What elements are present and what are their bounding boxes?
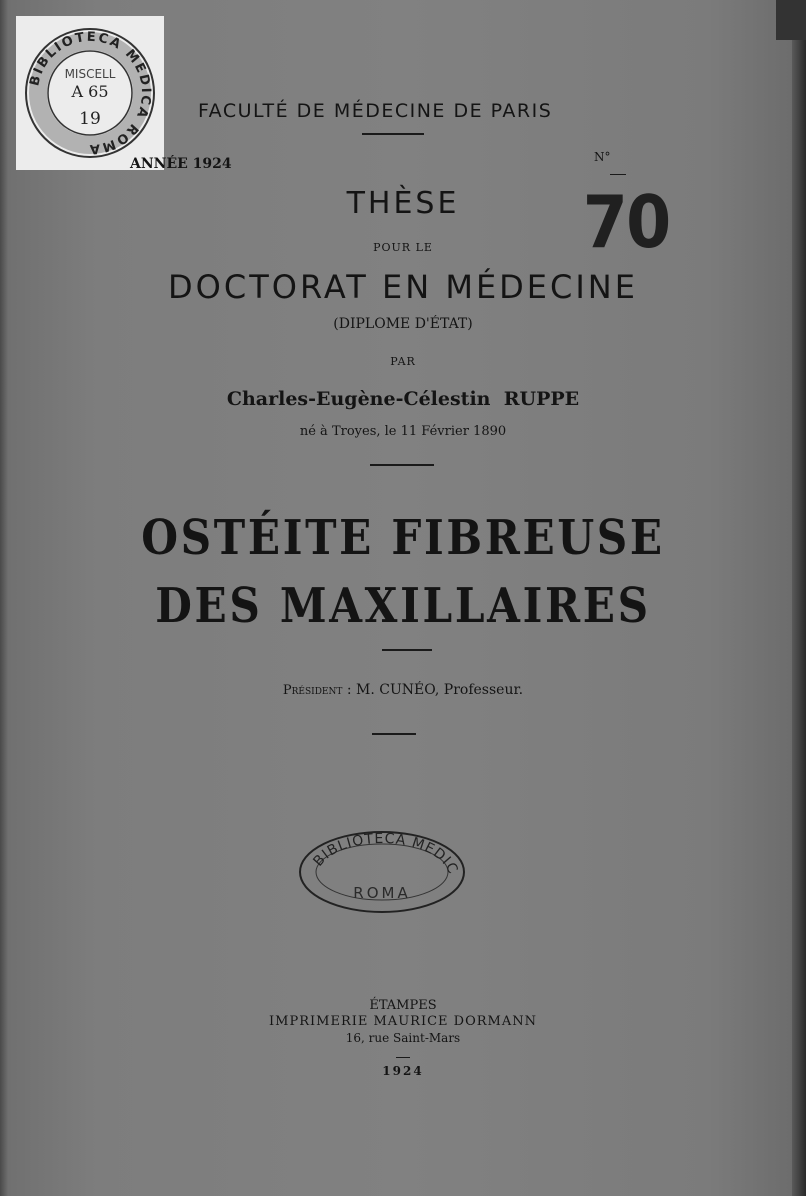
president-name: M. CUNÉO, Professeur. — [356, 682, 524, 698]
imprint-year: 1924 — [382, 1064, 424, 1078]
president-separator: : — [346, 682, 352, 698]
par-label: PAR — [390, 355, 416, 368]
president-line — [0, 682, 806, 698]
number-underline — [610, 174, 626, 175]
imprint-printer: IMPRIMERIE MAURICE DORMANN — [269, 1014, 537, 1029]
pour-le: POUR LE — [373, 241, 433, 254]
imprint-address: 16, rue Saint-Mars — [345, 1031, 461, 1045]
page-corner-shadow — [776, 0, 806, 40]
doctorat-heading: DOCTORAT EN MÉDECINE — [168, 268, 638, 306]
birth-info: né à Troyes, le 11 Février 1890 — [299, 424, 507, 439]
author-surname: RUPPE — [503, 388, 580, 410]
oval-stamp-city: ROMA — [353, 884, 411, 902]
stamp-line-3: 19 — [79, 109, 101, 129]
rule-3 — [382, 649, 432, 651]
number-label: N° — [594, 150, 611, 164]
oval-stamp-ring-text: BIBLIOTECA MEDIC — [310, 830, 461, 878]
rule-1 — [362, 133, 424, 135]
thesis-title-line-2: DES MAXILLAIRES — [155, 578, 651, 634]
rule-2 — [370, 464, 434, 466]
these-heading: THÈSE — [346, 186, 460, 221]
author-name — [0, 388, 806, 410]
rule-4 — [372, 733, 416, 735]
stamp-ring-text: BIBLIOTECA MEDICA ROMA — [27, 29, 154, 157]
library-oval-stamp — [296, 822, 468, 914]
imprint-place: ÉTAMPES — [369, 998, 437, 1013]
rule-5 — [396, 1057, 410, 1058]
stamp-line-1: MISCELL — [64, 67, 116, 81]
year-label: ANNÉE 1924 — [130, 156, 232, 172]
thesis-number: 70 — [582, 180, 670, 264]
faculty-name: FACULTÉ DE MÉDECINE DE PARIS — [198, 100, 553, 122]
president-label: Président — [282, 683, 343, 698]
diplome-note: (DIPLOME D'ÉTAT) — [333, 316, 473, 332]
svg-text:BIBLIOTECA MEDICA — [296, 822, 461, 877]
stamp-line-2: A 65 — [71, 82, 109, 101]
library-stamp — [16, 16, 164, 170]
author-first-names: Charles-Eugène-Célestin — [226, 388, 491, 410]
thesis-title-line-1: OSTÉITE FIBREUSE — [141, 510, 665, 566]
